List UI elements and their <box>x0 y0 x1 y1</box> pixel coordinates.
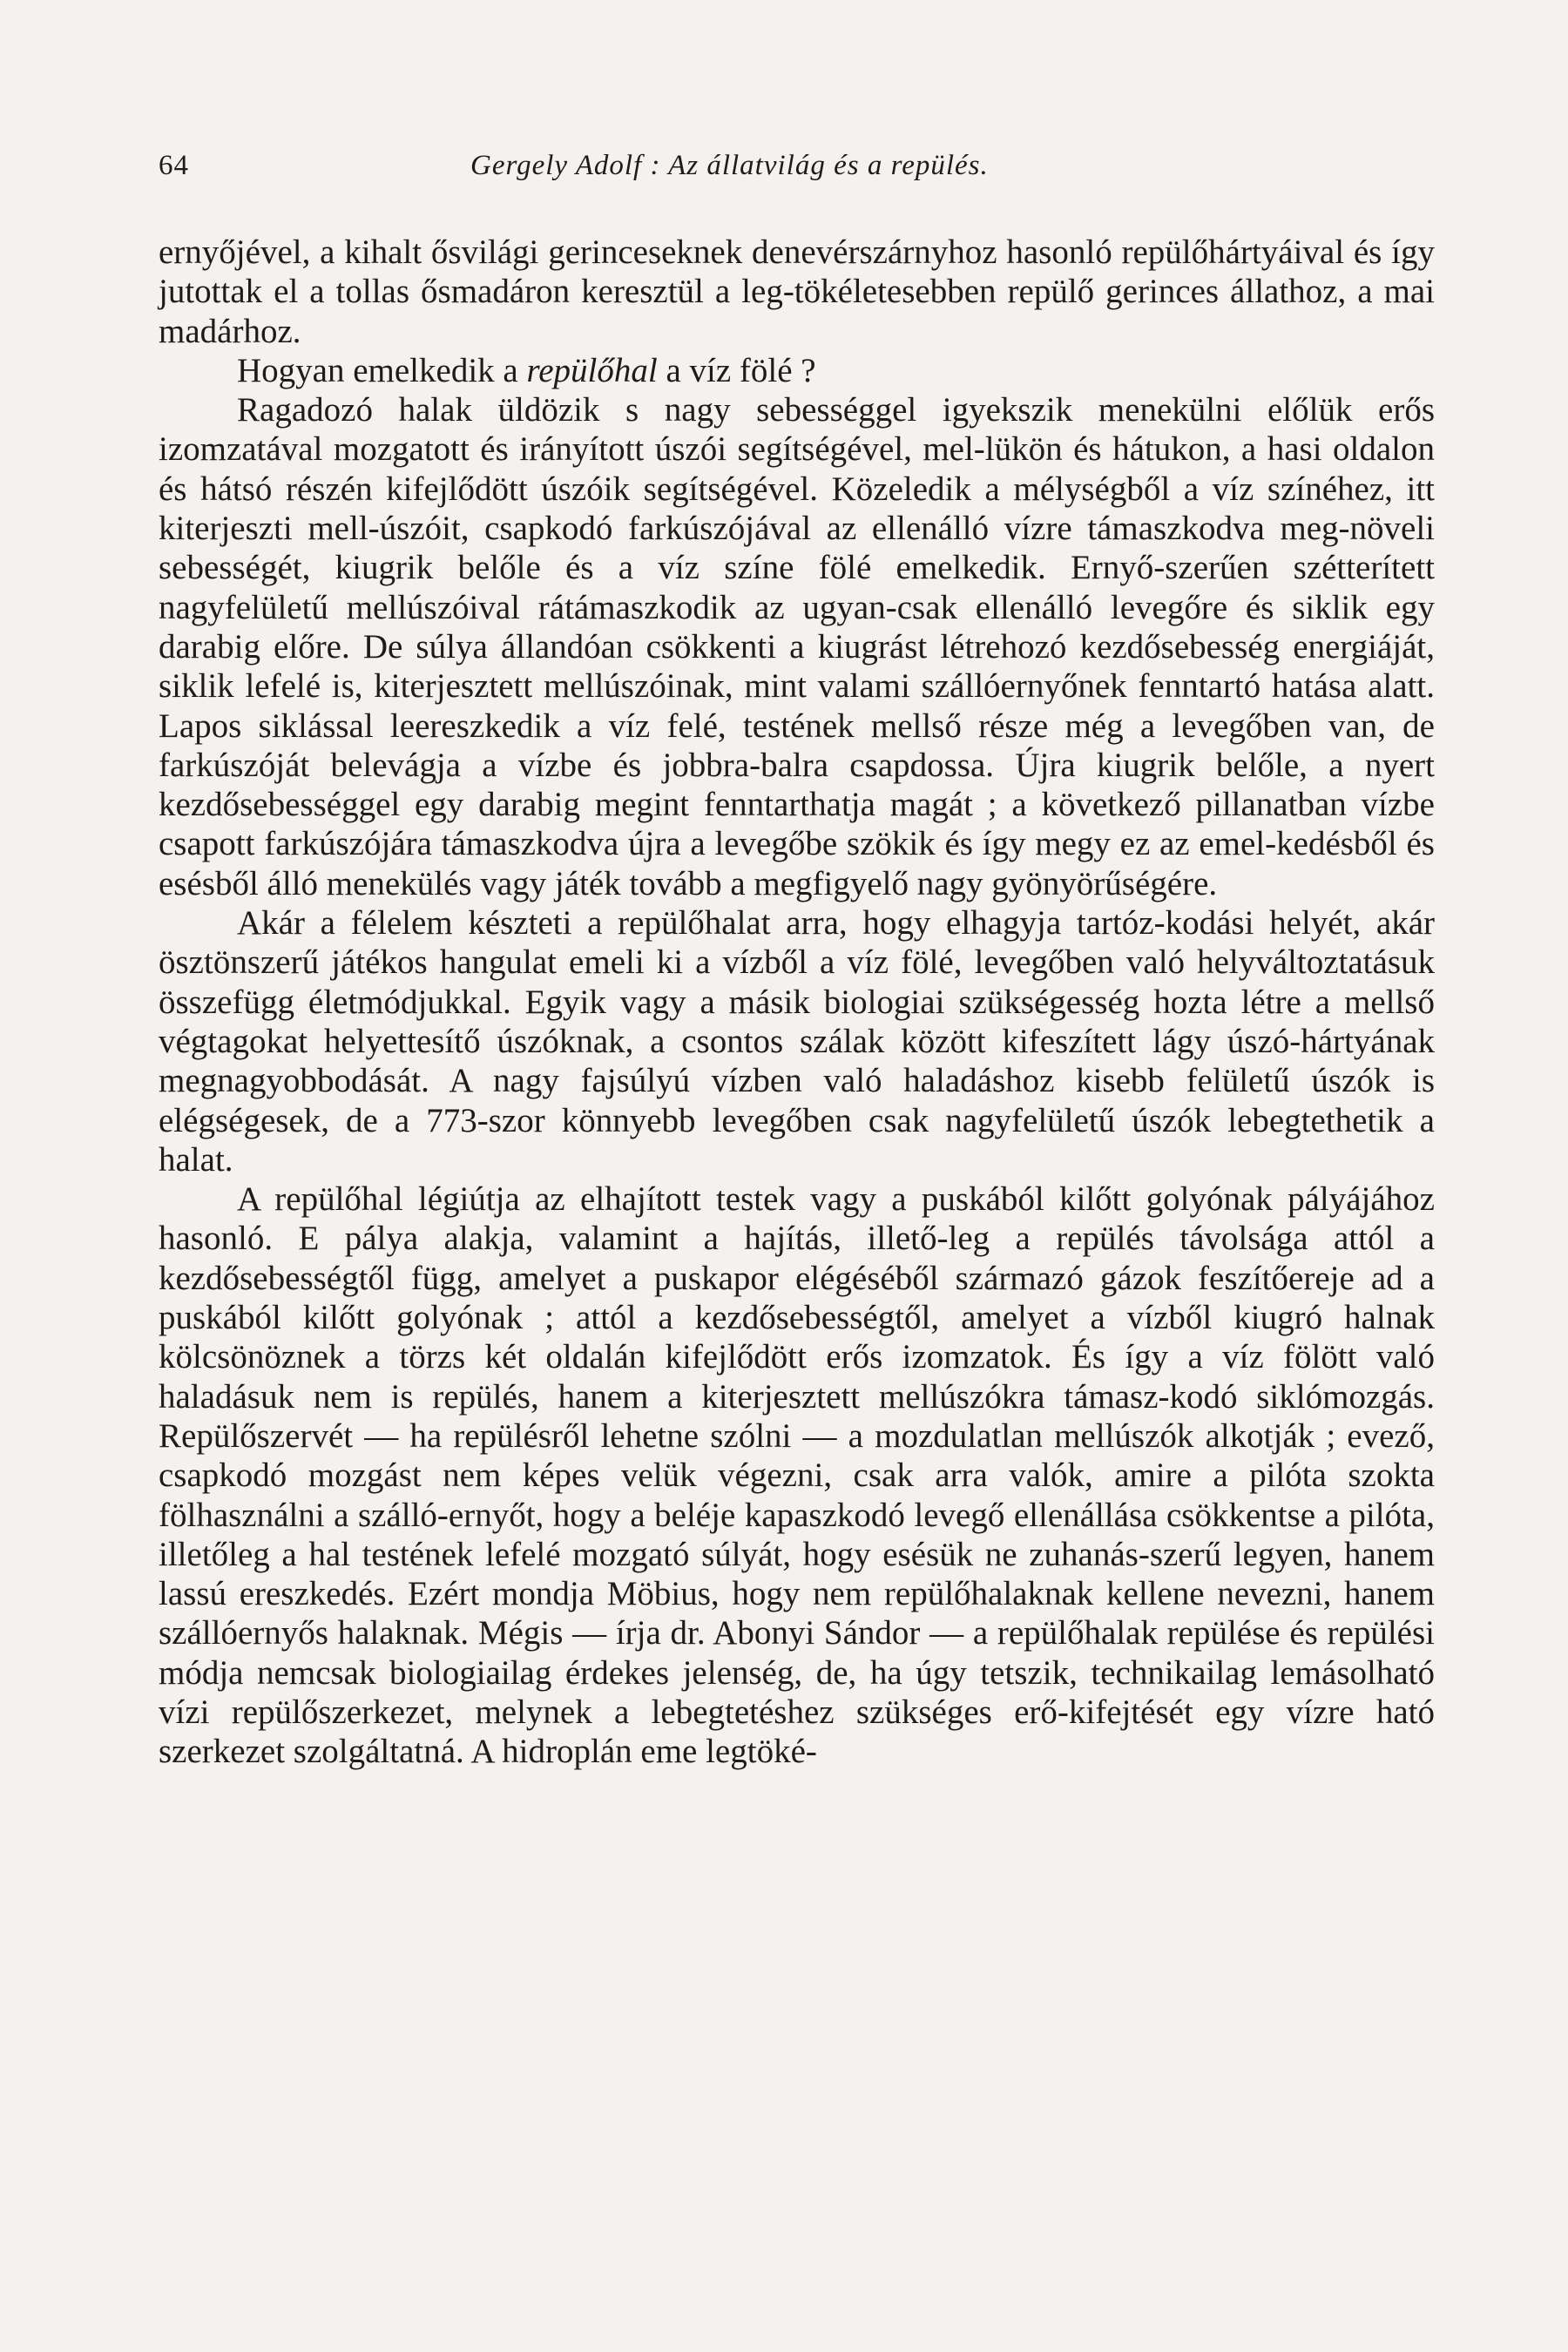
paragraph-flight-path: A repülőhal légiútja az elhajított testek vagy a puskából kilőtt golyónak pályájához hasonló. E pálya alakja, valamint a hajítás, illető-leg a repülés távolsága attól a kezdősebességtől függ, amelyet a puskapor elégéséből származó gázok feszítőereje ad a puskából kilőtt golyónak ; attól a kezdősebességtől, amelyet a vízből kiugró halnak kölcsönöznek a törzs két oldalán kifejlődött erős izomzatok. És így a víz fölött való haladásuk nem is repülés, hanem a kiterjesztett mellúszókra támasz-kodó siklómozgás. Repülőszervét — ha repülésről lehetne szólni — a mozdulatlan mellúszók alkotják ; evező, csapkodó mozgást nem képes velük végezni, csak arra valók, amire a pilóta szokta fölhasználni a szálló-ernyőt, hogy a beléje kapaszkodó levegő ellenállása csökkentse a pilóta, illetőleg a hal testének lefelé mozgató súlyát, hogy esésük ne zuhanás-szerű legyen, hanem lassú ereszkedés. Ezért mondja Möbius, hogy nem repülőhalaknak kellene nevezni, hanem szállóernyős halaknak. Mégis — írja dr. Abonyi Sándor — a repülőhalak repülése és repülési módja nemcsak biologiailag érdekes jelenség, de, ha úgy tetszik, technikailag lemásolható vízi repülőszerkezet, melynek a lebegtetéshez szükséges erő-kifejtését egy vízre ható szerkezet szolgáltatná. A hidroplán eme legtöké- <box>159 1180 1435 1771</box>
body-text <box>159 233 1435 1772</box>
paragraph-continued: ernyőjével, a kihalt ősvilági gerinceseknek denevérszárnyhoz hasonló repülőhártyáival és így jutottak el a tollas ősmadáron keresztül a leg-tökéletesebben repülő gerinces állathoz, a mai madárhoz. <box>159 233 1435 350</box>
running-title: Gergely Adolf : Az állatvilág és a repülés. <box>470 150 989 181</box>
question-text-end: a víz fölé ? <box>657 351 816 389</box>
paragraph-biology: Akár a félelem készteti a repülőhalat arra, hogy elhagyja tartóz-kodási helyét, akár ösztönszerű játékos hangulat emeli ki a vízből a víz fölé, levegőben való helyváltoztatásuk összefügg életmódjukkal. Egyik vagy a másik biologiai szükségesség hozta létre a mellső végtagokat helyettesítő úszóknak, a csontos szálak között kifeszített lágy úszó-hártyának megnagyobbodását. A nagy fajsúlyú vízben való haladáshoz kisebb felületű úszók is elégségesek, de a 773-szor könnyebb levegőben csak nagyfelületű úszók lebegtethetik a halat. <box>159 904 1435 1179</box>
running-head <box>159 150 1435 202</box>
paragraph-question <box>159 351 1435 390</box>
emphasized-term: repülőhal <box>526 351 658 389</box>
paragraph-escape-description: Ragadozó halak üldözik s nagy sebességgel igyekszik menekülni előlük erős izomzatával mozgatott és irányított úszói segítségével, mel-lükön és hátukon, a hasi oldalon és hátsó részén kifejlődött úszóik segítségével. Közeledik a mélységből a víz színéhez, itt kiterjeszti mell-úszóit, csapkodó farkúszójával az ellenálló vízre támaszkodva meg-növeli sebességét, kiugrik belőle és a víz színe fölé emelkedik. Ernyő-szerűen szétterített nagyfelületű mellúszóival rátámaszkodik az ugyan-csak ellenálló levegőre és siklik egy darabig előre. De súlya állandóan csökkenti a kiugrást létrehozó kezdősebesség energiáját, siklik lefelé is, kiterjesztett mellúszóinak, mint valami szállóernyőnek fenntartó hatása alatt. Lapos siklással leereszkedik a víz felé, testének mellső része még a levegőben van, de farkúszóját belevágja a vízbe és jobbra-balra csapdossa. Újra kiugrik belőle, a nyert kezdősebességgel egy darabig megint fenntarthatja magát ; a következő pillanatban vízbe csapott farkúszójára támaszkodva újra a levegőbe szökik és így megy ez az emel-kedésből és esésből álló menekülés vagy játék tovább a megfigyelő nagy gyönyörűségére. <box>159 391 1435 902</box>
page-number: 64 <box>159 150 189 181</box>
question-text-start: Hogyan emelkedik a <box>237 351 527 389</box>
